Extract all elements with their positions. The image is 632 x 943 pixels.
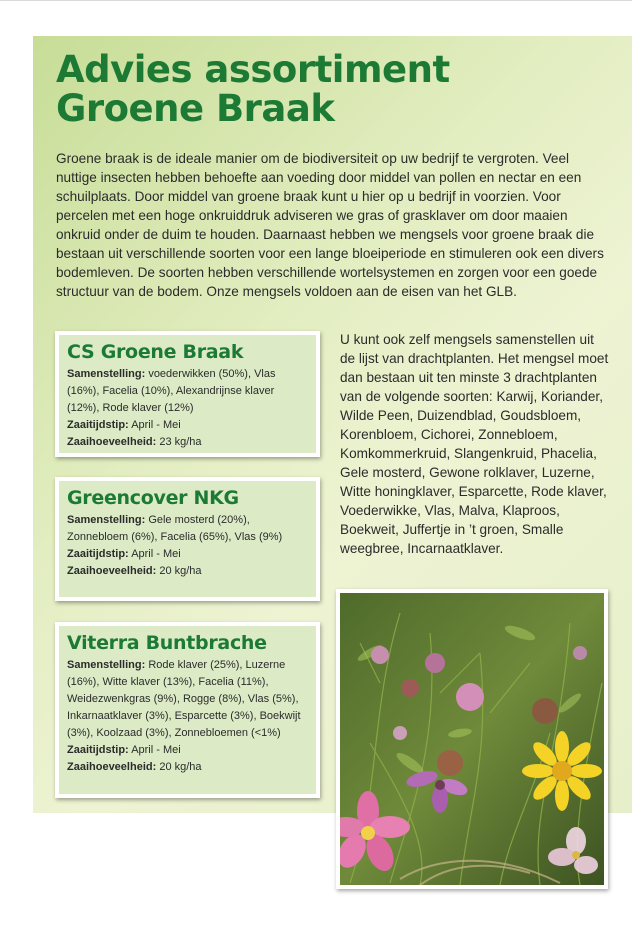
sowing-value: April - Mei: [131, 548, 181, 560]
sowing-value: April - Mei: [131, 419, 181, 431]
mix-name: Greencover NKG: [67, 487, 239, 509]
rate-value: 20 kg/ha: [159, 565, 202, 577]
sowing-label: Zaaitijdstip:: [67, 419, 129, 431]
sowing-label: Zaaitijdstip:: [67, 548, 129, 560]
mix-sowing-rate: [67, 759, 308, 776]
mix-composition: [67, 657, 308, 742]
composition-value: voederwikken (50%), Vlas (16%), Facelia (10%), Alexandrijnse klaver (12%), Rode klaver (12%): [67, 368, 276, 414]
mix-sowing-time: [67, 417, 308, 434]
mix-name: CS Groene Braak: [67, 341, 244, 363]
flower-photo: [336, 589, 608, 889]
mix-sowing-rate: [67, 434, 308, 451]
flower-meadow-image: [340, 593, 604, 885]
intro-paragraph: Groene braak is de ideale manier om de biodiversiteit op uw bedrijf te vergroten. Veel nuttige insecten hebben behoefte aan voeding door middel van pollen en nectar en een schuilplaats. Door middel van groene braak kunt u hier op u bedrijf in voorzien. Voor percelen met een hoge onkruiddruk adviseren we gras of grasklaver om door maaien onkruid onder de duim te houden. Daarnaast hebben we mengsels voor groene braak die bestaan uit verschillende soorten voor een lange bloeiperiode en stimuleren ook een divers bodemleven. De soorten hebben verschillende wortelsystemen en zorgen voor een goede structuur van de bodem. Onze mengsels voldoen aan de eisen van het GLB.: [56, 151, 604, 299]
composition-label: Samenstelling:: [67, 514, 146, 526]
composition-value: Gele mosterd (20%), Zonnebloem (6%), Facelia (65%), Vlas (9%): [67, 514, 283, 543]
title-line-2: Groene Braak: [56, 87, 335, 130]
rate-label: Zaaihoeveelheid:: [67, 565, 157, 577]
rate-value: 23 kg/ha: [159, 436, 202, 448]
title-line-1: Advies assortiment: [56, 48, 450, 91]
mix-composition: [67, 512, 308, 546]
mix-card-greencover-nkg: [55, 477, 320, 601]
composition-label: Samenstelling:: [67, 368, 146, 380]
sowing-value: April - Mei: [131, 744, 181, 756]
top-rule: [0, 0, 632, 1]
mix-card-viterra-buntbrache: [55, 622, 320, 798]
rate-label: Zaaihoeveelheid:: [67, 761, 157, 773]
mix-sowing-rate: [67, 563, 308, 580]
page-title: [56, 50, 450, 128]
rate-label: Zaaihoeveelheid:: [67, 436, 157, 448]
composition-value: Rode klaver (25%), Luzerne (16%), Witte klaver (13%), Facelia (11%), Weidezwenkgras (9%), Rogge (8%), Vlas (5%), Inkarnaatklaver (3%), Esparcette (3%), Boekwijt (3%), Koolzaad (3%), Zonnebloemen (<1%): [67, 659, 301, 739]
mix-composition: [67, 366, 308, 417]
rate-value: 20 kg/ha: [159, 761, 202, 773]
sowing-label: Zaaitijdstip:: [67, 744, 129, 756]
mix-card-cs-groene-braak: [55, 331, 320, 457]
mix-sowing-time: [67, 546, 308, 563]
mix-sowing-time: [67, 742, 308, 759]
composition-label: Samenstelling:: [67, 659, 146, 671]
mix-name: Viterra Buntbrache: [67, 632, 267, 654]
custom-mix-paragraph: U kunt ook zelf mengsels samenstellen uit de lijst van drachtplanten. Het mengsel moet dan bestaan uit ten minste 3 drachtplanten van de volgende soorten: Karwij, Koriander, Wilde Peen, Duizendblad, Goudsbloem, Korenbloem, Cichorei, Zonnebloem, Komkommerkruid, Slangenkruid, Phacelia, Gele mosterd, Gewone rolklaver, Luzerne, Witte honingklaver, Esparcette, Rode klaver, Voederwikke, Vlas, Malva, Klaproos, Boekweit, Juffertje in ’t groen, Smalle weegbree, Incarnaatklaver.: [340, 332, 609, 556]
